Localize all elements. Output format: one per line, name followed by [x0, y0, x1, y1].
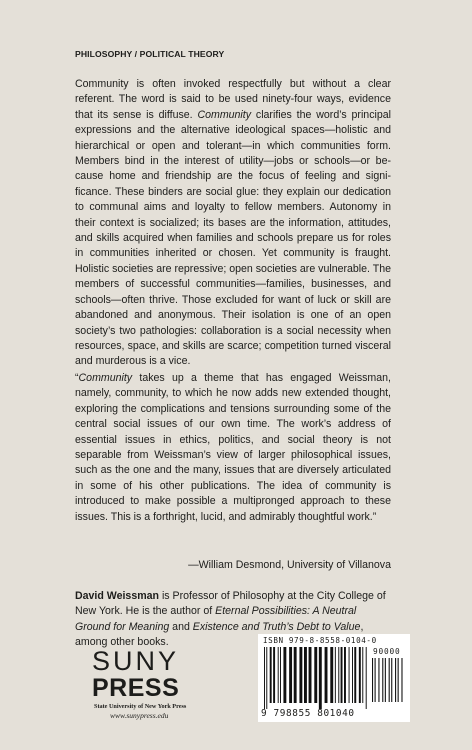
barcode-bar — [401, 658, 402, 702]
barcode-bar — [382, 658, 383, 702]
barcode-bar — [389, 658, 390, 702]
description-text-2: clarifies the word’s principal expressions and the alternative ideological spaces—holistic and hierarchical or open and tolerant—in which communities form. Members bind in the interest of utility—jobs or schools—or because home and friendship are the focus of feeling and significance. These binders are social glue: they explain our dedication to communal aims and loyalty to fellow members. Autonomy in their context is socialized; its bases are the information, attitudes, and skills acquired when families and schools prepare us for roles in communities inherited or chosen. Yet community is fraught. Holistic societies are repressive; open societies are vulnerable. The members of successful communities—families, businesses, and schools—often thrive. Those excluded for want of luck or skill are abandoned and anonymous. Their isolation is one of an open society’s two pathologies: collaboration is a social necessity when resources, space, and skills are scarce; competition turned visceral and murderous is a vice. — [75, 108, 392, 368]
logo-suny: SUNY — [92, 646, 180, 676]
barcode-bar — [304, 647, 307, 703]
description-paragraph — [75, 77, 391, 370]
barcode-bar — [362, 647, 363, 703]
quote-book-title: Community — [78, 372, 133, 384]
barcode-bar — [391, 658, 392, 702]
barcode-bar — [294, 647, 297, 703]
bio-text-1: is Professor of Philosophy at the City College of New York. He is the author of — [75, 590, 386, 618]
addon-barcode — [372, 658, 404, 708]
description-text-1: Community is often invoked respectfully but without a clear referent. The word is said to be used ninety-four ways, evidence that its sense is diffuse. — [75, 78, 391, 121]
barcode-bar — [335, 647, 336, 703]
addon-number: 90000 — [373, 647, 401, 656]
bio-text-3: , among other books. — [75, 620, 364, 649]
barcode-bar — [319, 647, 322, 709]
bio-text-2: and — [169, 620, 193, 633]
barcode-bar — [341, 647, 343, 703]
ean-number: 9 798855 801040 — [261, 708, 355, 719]
bio-book-1: Eternal Possibilities: A Neutral Ground for Meaning — [75, 605, 357, 633]
review-quote — [75, 371, 391, 525]
barcode-bar — [338, 647, 339, 703]
barcode-bar — [395, 658, 396, 702]
barcode-bar — [325, 647, 328, 703]
author-name: David Weissman — [75, 590, 159, 602]
bio-book-2: Existence and Truth’s Debt to Value — [192, 620, 361, 633]
barcode-bar — [344, 647, 346, 703]
barcode-bar — [354, 647, 356, 703]
category-label: PHILOSOPHY / POLITICAL THEORY — [75, 49, 225, 59]
description-book-title: Community — [197, 108, 252, 121]
ean-barcode — [264, 647, 368, 709]
barcode-panel — [258, 634, 410, 722]
barcode-bar — [385, 658, 386, 702]
publisher-logo — [88, 648, 212, 720]
barcode-bar — [273, 647, 275, 703]
barcode-bar — [309, 647, 312, 703]
barcode-bar — [378, 658, 379, 702]
barcode-bar — [372, 658, 373, 702]
logo-press: PRESS — [92, 674, 180, 702]
quote-attribution: —William Desmond, University of Villanova — [188, 559, 391, 571]
barcode-bar — [349, 647, 350, 703]
barcode-bar — [314, 647, 317, 703]
barcode-bar — [283, 647, 286, 703]
barcode-bar — [270, 647, 272, 703]
publisher-name: State University of New York Press — [94, 703, 187, 710]
barcode-bar — [330, 647, 333, 703]
barcode-bar — [299, 647, 302, 703]
barcode-bar — [398, 658, 399, 702]
barcode-bar — [366, 647, 367, 709]
quote-text: takes up a theme that has engaged Weissman, namely, community, to which he now adds new extended thought, exploring the complications and tensions surrounding some of the central social issues of our own time. The work’s address of essential issues in ethics, politics, and social theory is not separable from Weissman’s view of larger philosophical issues, such as the one and the many, issues that are diversely articulated in some of his other publications. The idea of community is introduced to make possible a multipronged approach to these issues. This is a forthright, lucid, and admirably thoughtful work.” — [75, 372, 391, 523]
barcode-bar — [264, 647, 265, 709]
barcode-bar — [280, 647, 281, 703]
barcode-bar — [352, 647, 353, 703]
publisher-url: www.sunypress.edu — [110, 711, 169, 720]
barcode-bar — [359, 647, 361, 703]
isbn-text: ISBN 979-8-8558-0104-0 — [263, 636, 377, 645]
barcode-bar — [278, 647, 279, 703]
barcode-bar — [289, 647, 292, 703]
barcode-bar — [375, 658, 376, 702]
barcode-bar — [266, 647, 267, 709]
quote-open-mark: “ — [75, 372, 79, 384]
